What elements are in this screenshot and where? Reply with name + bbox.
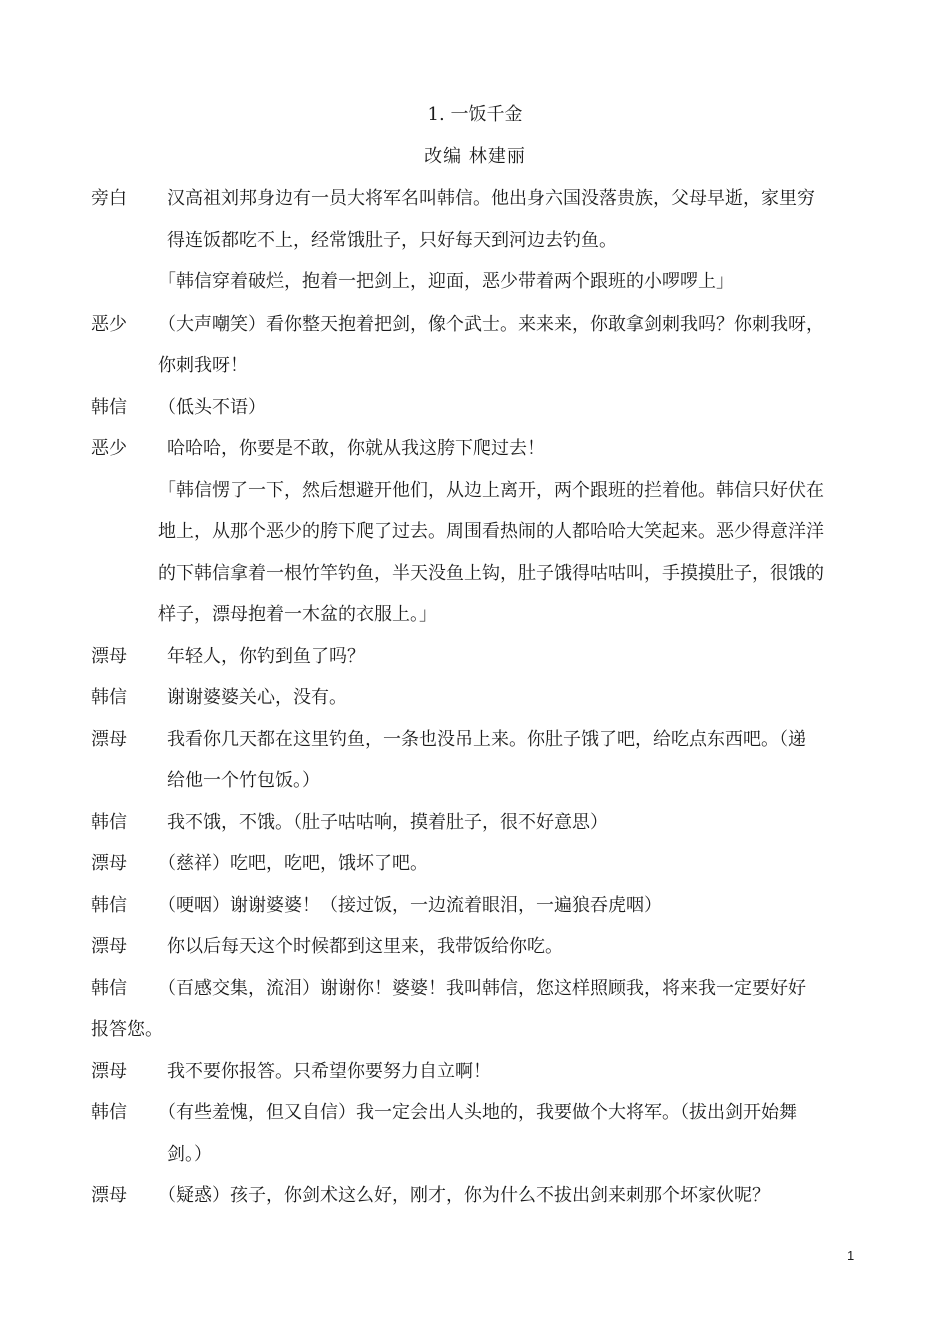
speaker-label: 漂母 [91, 853, 127, 874]
speaker-label: 韩信 [91, 812, 127, 833]
dialogue-line: 给他一个竹包饭。） [167, 770, 320, 791]
dialogue-line: （哽咽）谢谢婆婆！（接过饭，一边流着眼泪，一遍狼吞虎咽） [158, 895, 662, 916]
dialogue-line: 报答您。 [91, 1019, 163, 1040]
dialogue-line: （大声嘲笑）看你整天抱着把剑，像个武士。来来来，你敢拿剑刺我吗？你刺我呀， [158, 314, 824, 335]
dialogue-line: （疑惑）孩子，你剑术这么好，刚才，你为什么不拔出剑来刺那个坏家伙呢？ [158, 1185, 770, 1206]
stage-direction: 的下韩信拿着一根竹竿钓鱼，半天没鱼上钩，肚子饿得咕咕叫，手摸摸肚子，很饿的 [158, 563, 824, 584]
dialogue-line: 年轻人，你钓到鱼了吗？ [167, 646, 365, 667]
speaker-label: 恶少 [91, 438, 127, 459]
dialogue-line: 哈哈哈，你要是不敢，你就从我这胯下爬过去！ [167, 438, 545, 459]
dialogue-line: （百感交集，流泪）谢谢你！婆婆！我叫韩信，您这样照顾我，将来我一定要好好 [158, 978, 806, 999]
speaker-label: 韩信 [91, 895, 127, 916]
dialogue-line: （低头不语） [158, 397, 266, 418]
speaker-label: 韩信 [91, 397, 127, 418]
stage-direction: 样子，漂母抱着一木盆的衣服上。」 [158, 604, 437, 625]
dialogue-line: （慈祥）吃吧，吃吧，饿坏了吧。 [158, 853, 428, 874]
speaker-label: 漂母 [91, 646, 127, 667]
dialogue-line: 你以后每天这个时候都到这里来，我带饭给你吃。 [167, 936, 563, 957]
speaker-label: 漂母 [91, 729, 127, 750]
speaker-label: 漂母 [91, 1185, 127, 1206]
stage-direction: 「韩信愣了一下，然后想避开他们，从边上离开，两个跟班的拦着他。韩信只好伏在 [158, 480, 824, 501]
dialogue-line: 我不饿，不饿。（肚子咕咕响，摸着肚子，很不好意思） [167, 812, 608, 833]
document-title: 1. 一饭千金 [427, 104, 523, 125]
speaker-label: 韩信 [91, 1102, 127, 1123]
author-line: 改编 林建丽 [424, 146, 526, 167]
dialogue-line: 剑。） [167, 1144, 212, 1165]
stage-direction: 地上，从那个恶少的胯下爬了过去。周围看热闹的人都哈哈大笑起来。恶少得意洋洋 [158, 521, 824, 542]
speaker-label: 漂母 [91, 936, 127, 957]
speaker-label: 韩信 [91, 687, 127, 708]
dialogue-line: （有些羞愧，但又自信）我一定会出人头地的，我要做个大将军。（拔出剑开始舞 [158, 1102, 797, 1123]
dialogue-line: 谢谢婆婆关心，没有。 [167, 687, 347, 708]
dialogue-line: 我不要你报答。只希望你要努力自立啊！ [167, 1061, 491, 1082]
page-number: 1 [847, 1248, 855, 1263]
dialogue-line: 我看你几天都在这里钓鱼，一条也没吊上来。你肚子饿了吧，给吃点东西吧。（递 [167, 729, 806, 750]
speaker-label: 韩信 [91, 978, 127, 999]
speaker-label: 旁白 [91, 188, 127, 209]
dialogue-line: 得连饭都吃不上，经常饿肚子，只好每天到河边去钓鱼。 [167, 230, 617, 251]
speaker-label: 漂母 [91, 1061, 127, 1082]
dialogue-line: 汉高祖刘邦身边有一员大将军名叫韩信。他出身六国没落贵族，父母早逝，家里穷 [167, 188, 815, 209]
speaker-label: 恶少 [91, 314, 127, 335]
dialogue-line: 你刺我呀！ [158, 355, 248, 376]
stage-direction: 「韩信穿着破烂，抱着一把剑上，迎面，恶少带着两个跟班的小啰啰上」 [158, 271, 734, 292]
